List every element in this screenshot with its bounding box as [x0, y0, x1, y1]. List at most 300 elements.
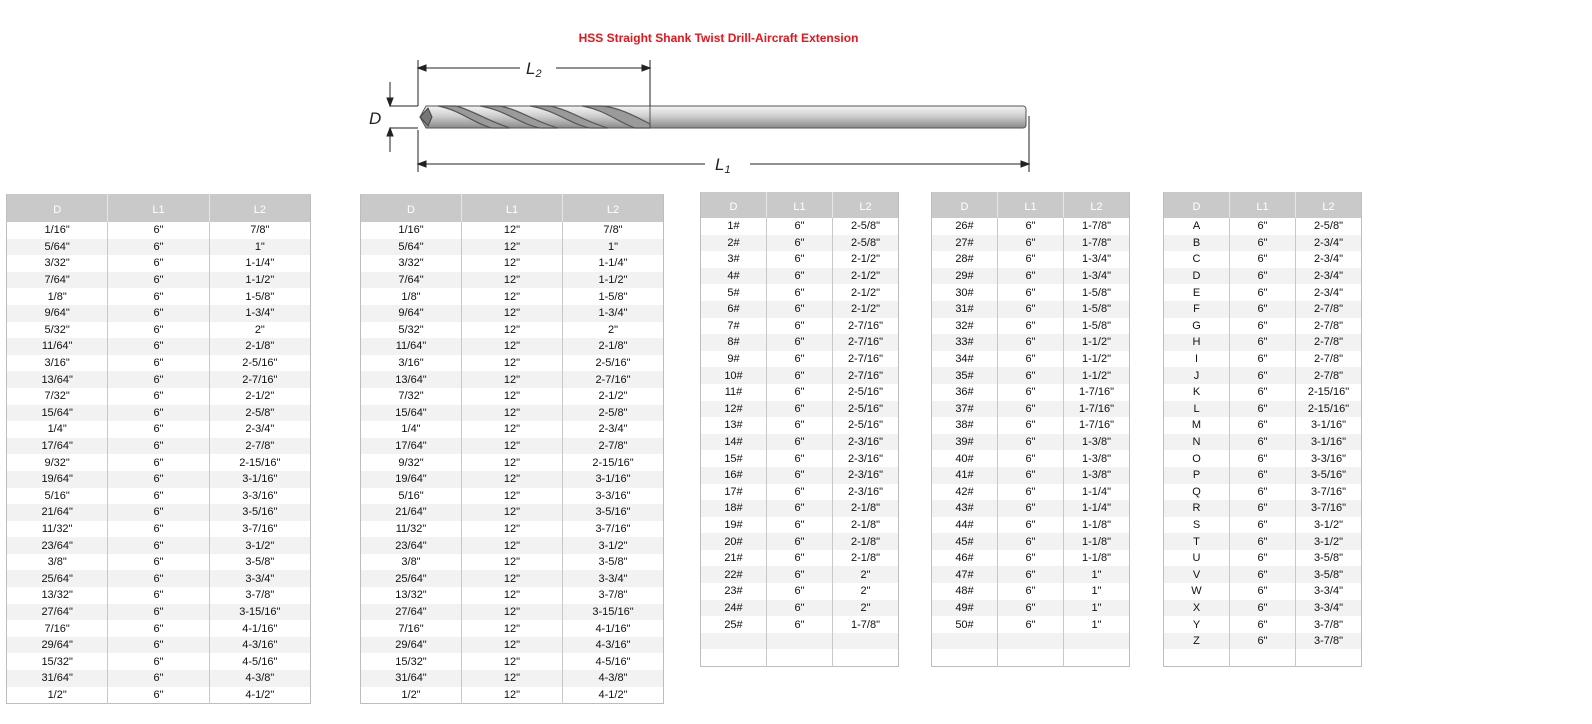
table-cell: 2-5/16" [833, 401, 899, 418]
table-cell: 1-1/2" [563, 272, 664, 289]
table-cell: 3-15/16" [563, 604, 664, 621]
table-cell: 1-1/2" [1082, 353, 1111, 366]
table-cell: 2-7/16" [833, 334, 899, 351]
table-cell: Q [1164, 484, 1230, 501]
table-cell: 5/16" [361, 488, 462, 505]
table-cell: 6" [998, 384, 1064, 401]
table-row [7, 670, 311, 687]
table-cell: 2-5/8" [1314, 220, 1343, 233]
spec-table-fractional-12in [360, 194, 664, 704]
table-cell [833, 649, 899, 666]
table-cell [701, 633, 767, 650]
table-cell: 17/64" [361, 438, 462, 455]
table-cell: 6" [998, 401, 1064, 418]
table-cell: 6" [998, 484, 1064, 501]
table-cell: 5/64" [7, 239, 108, 256]
table-cell: 6" [767, 500, 833, 517]
table-row [7, 355, 311, 372]
table-row [932, 251, 1130, 268]
table-row [7, 371, 311, 388]
table-cell: N [1164, 434, 1230, 451]
table-cell: 7/32" [7, 388, 108, 405]
table-cell: 6" [998, 235, 1064, 252]
table-cell: 3-1/16" [563, 471, 664, 488]
table-cell: 2-15/16" [239, 456, 281, 469]
table-cell: 6" [1230, 616, 1296, 633]
table-cell [1064, 633, 1130, 650]
table-cell: 2-7/8" [1314, 319, 1343, 332]
table-row [7, 604, 311, 621]
table-cell: 1-3/4" [1064, 268, 1130, 285]
table-row [932, 284, 1130, 301]
table-row [7, 504, 311, 521]
table-cell: 3-1/2" [1314, 518, 1343, 531]
table-cell: 3-3/4" [209, 570, 310, 587]
table-row [932, 318, 1130, 335]
table-cell: 12# [701, 401, 767, 418]
table-row [1164, 616, 1362, 633]
table-row [361, 421, 664, 438]
table-cell: 4-3/16" [563, 637, 664, 654]
table-row [1164, 566, 1362, 583]
table-row [7, 570, 311, 587]
column-header: L2 [209, 194, 310, 222]
table-row [1164, 367, 1362, 384]
table-cell: 6" [1230, 268, 1296, 285]
table-cell: 2-1/2" [851, 253, 880, 266]
table-cell: 7/64" [7, 272, 108, 289]
table-cell: 2-7/8" [1296, 367, 1362, 384]
table-cell: 6" [998, 367, 1064, 384]
table-cell: 3-3/16" [595, 489, 631, 502]
table-row [361, 438, 664, 455]
table-cell: 6" [108, 537, 209, 554]
table-cell: 6" [108, 620, 209, 637]
table-cell: 6" [767, 533, 833, 550]
table-cell: 1-3/8" [1064, 467, 1130, 484]
table-cell: 13/64" [7, 371, 108, 388]
table-cell: 3-3/16" [1310, 452, 1347, 465]
table-cell: 6" [767, 600, 833, 617]
table-cell: 28# [932, 251, 998, 268]
table-row [7, 471, 311, 488]
table-cell: 6" [108, 488, 209, 505]
column-header: L1 [1230, 192, 1296, 218]
table-row [1164, 318, 1362, 335]
table-cell: 1-7/16" [1064, 401, 1130, 418]
table-row [701, 566, 899, 583]
table-cell: 9# [701, 351, 767, 368]
table-cell: 1/2" [7, 687, 108, 704]
table-cell: 27/64" [361, 604, 462, 621]
table-cell: 9/32" [7, 454, 108, 471]
table-cell: 36# [932, 384, 998, 401]
table-cell: 3/8" [7, 554, 108, 571]
table-cell: 11/32" [361, 521, 462, 538]
table-cell: 6" [1230, 351, 1296, 368]
table-cell: 2-7/8" [209, 438, 310, 455]
table-cell: 6" [998, 284, 1064, 301]
table-cell: 2-7/16" [833, 367, 899, 384]
column-header: L1 [998, 192, 1064, 218]
table-cell: 2-1/2" [851, 286, 880, 299]
table-cell: 3-15/16" [209, 604, 310, 621]
table-row [361, 521, 664, 538]
table-cell: 6" [1230, 318, 1296, 335]
table-cell: 1-5/8" [1082, 286, 1111, 299]
table-cell: 6" [108, 421, 209, 438]
table-cell: 6" [767, 367, 833, 384]
table-row [701, 284, 899, 301]
table-cell: 19/64" [361, 471, 462, 488]
table-cell: X [1164, 600, 1230, 617]
column-header: L1 [108, 194, 209, 222]
table-cell: 6" [767, 616, 833, 633]
spec-table-number-26-50 [931, 192, 1130, 667]
table-cell: 2-1/2" [833, 268, 899, 285]
table-cell: W [1164, 583, 1230, 600]
table-cell: 2-5/8" [833, 235, 899, 252]
table-row [932, 616, 1130, 633]
table-cell: 6" [1230, 367, 1296, 384]
table-cell: 5/16" [7, 488, 108, 505]
table-cell [998, 649, 1064, 666]
table-cell: 3-1/16" [1296, 434, 1362, 451]
page-title: HSS Straight Shank Twist Drill-Aircraft Extension [578, 31, 859, 45]
table-cell: 3/32" [361, 255, 462, 272]
table-cell: 4-3/8" [563, 670, 664, 687]
table-cell: 9/64" [361, 305, 462, 322]
table-cell: 2-5/16" [595, 357, 631, 370]
table-cell: 3-5/8" [1296, 566, 1362, 583]
table-row [932, 484, 1130, 501]
table-cell: 15/32" [7, 653, 108, 670]
table-cell [932, 649, 998, 666]
table-row [361, 355, 664, 372]
table-cell: 6" [767, 467, 833, 484]
table-cell: 2-3/16" [847, 485, 884, 498]
table-cell: 6" [998, 566, 1064, 583]
table-cell: 31/64" [361, 670, 462, 687]
table-cell [1064, 649, 1130, 666]
table-row [932, 566, 1130, 583]
table-cell: 6" [998, 550, 1064, 567]
table-cell: 6" [767, 284, 833, 301]
table-row [932, 467, 1130, 484]
table-header-row [361, 194, 664, 222]
table-cell: 3-3/16" [242, 489, 278, 502]
table-cell: 1-7/8" [1082, 220, 1111, 233]
table-cell: 16# [701, 467, 767, 484]
table-row [361, 554, 664, 571]
table-row [361, 488, 664, 505]
table-header-row [932, 192, 1130, 218]
table-row [932, 649, 1130, 666]
table-cell: 2-7/8" [563, 438, 664, 455]
table-cell: 13/32" [7, 587, 108, 604]
table-cell: 14# [701, 434, 767, 451]
table-cell: 6" [108, 471, 209, 488]
table-cell: 1-1/4" [245, 257, 275, 270]
table-cell: 6" [108, 637, 209, 654]
table-cell: 5/64" [361, 239, 462, 256]
table-cell: 17/64" [7, 438, 108, 455]
column-header: D [701, 192, 767, 218]
table-cell: 6" [108, 305, 209, 322]
table-row [701, 301, 899, 318]
table-cell: 12" [462, 488, 563, 505]
table-cell: 1" [1091, 618, 1102, 631]
table-cell: 3-1/16" [1310, 419, 1347, 432]
table-cell: Z [1164, 633, 1230, 650]
table-row [932, 600, 1130, 617]
table-row [932, 384, 1130, 401]
table-row [1164, 301, 1362, 318]
table-row [1164, 467, 1362, 484]
table-cell: 7/8" [603, 224, 623, 237]
table-cell: 6" [998, 417, 1064, 434]
table-cell: 4-5/16" [595, 655, 631, 668]
table-row [1164, 401, 1362, 418]
table-cell: 12" [462, 687, 563, 704]
table-row [1164, 517, 1362, 534]
table-cell: 3-5/8" [598, 556, 628, 569]
table-row [932, 334, 1130, 351]
table-cell: 4# [701, 268, 767, 285]
table-row [7, 288, 311, 305]
table-row [7, 305, 311, 322]
table-cell: 3-3/4" [1314, 585, 1343, 598]
table-row [932, 500, 1130, 517]
table-cell: 6" [1230, 550, 1296, 567]
table-cell: 29# [932, 268, 998, 285]
table-cell: 2-1/2" [598, 390, 628, 403]
column-header: L1 [462, 194, 563, 222]
table-cell: 1-3/8" [1082, 452, 1111, 465]
table-cell: 13/32" [361, 587, 462, 604]
table-cell: 3/16" [7, 355, 108, 372]
table-cell: 2" [833, 566, 899, 583]
table-cell: 1-7/8" [851, 618, 880, 631]
table-row [1164, 351, 1362, 368]
table-cell: 12" [462, 222, 563, 239]
table-row [1164, 434, 1362, 451]
table-row [701, 318, 899, 335]
table-cell: 1-1/2" [1064, 367, 1130, 384]
table-row [1164, 218, 1362, 235]
table-cell: 2-1/8" [563, 338, 664, 355]
table-cell: 11/32" [7, 521, 108, 538]
table-cell: M [1164, 417, 1230, 434]
table-row [361, 222, 664, 239]
table-cell: 6" [767, 301, 833, 318]
table-cell: 6" [1230, 633, 1296, 650]
table-cell: 6" [767, 583, 833, 600]
table-row [1164, 334, 1362, 351]
table-row [932, 583, 1130, 600]
table-cell: 1-5/8" [245, 290, 275, 303]
table-cell: 35# [932, 367, 998, 384]
table-row [701, 649, 899, 666]
table-row [701, 251, 899, 268]
table-row [932, 434, 1130, 451]
table-cell: G [1164, 318, 1230, 335]
table-row [1164, 649, 1362, 666]
table-row [361, 454, 664, 471]
table-cell: 4-1/16" [595, 622, 631, 635]
table-cell: 1-1/2" [209, 272, 310, 289]
table-cell: Y [1164, 616, 1230, 633]
table-cell: 12" [462, 421, 563, 438]
table-cell: 12" [462, 355, 563, 372]
table-cell: 2-1/8" [209, 338, 310, 355]
column-header: D [7, 194, 108, 222]
table-cell: 12" [462, 587, 563, 604]
table-cell: 17# [701, 484, 767, 501]
table-cell: 2-7/8" [1296, 301, 1362, 318]
table-row [361, 637, 664, 654]
table-cell: 1-3/8" [1064, 434, 1130, 451]
table-cell: 3-7/16" [1310, 485, 1347, 498]
table-cell: 13/64" [361, 371, 462, 388]
table-cell: E [1164, 284, 1230, 301]
table-cell: 3-3/4" [1296, 600, 1362, 617]
table-cell: 50# [932, 616, 998, 633]
table-cell: 1-7/16" [1078, 386, 1115, 399]
table-cell: B [1164, 235, 1230, 252]
table-row [932, 417, 1130, 434]
table-cell: 6" [767, 384, 833, 401]
table-cell: 6" [108, 670, 209, 687]
table-cell: 6" [108, 388, 209, 405]
table-row [932, 235, 1130, 252]
table-cell: 1-1/8" [1064, 533, 1130, 550]
table-cell: 1-3/4" [563, 305, 664, 322]
table-row [701, 500, 899, 517]
spec-table-number-1-25 [700, 192, 899, 667]
table-cell: 2-5/16" [847, 386, 884, 399]
table-cell: 3-1/2" [1296, 533, 1362, 550]
table-cell: 1-1/8" [1082, 518, 1111, 531]
table-cell: 33# [932, 334, 998, 351]
table-cell: 12" [462, 405, 563, 422]
table-cell: 1" [1064, 566, 1130, 583]
table-cell: 1-7/16" [1078, 419, 1115, 432]
table-cell: 3-7/8" [1296, 633, 1362, 650]
column-header: D [1164, 192, 1230, 218]
table-cell: 2-3/4" [1296, 268, 1362, 285]
table-cell: 12" [462, 670, 563, 687]
table-row [701, 384, 899, 401]
spec-table-letter [1163, 192, 1362, 667]
table-cell: 3# [701, 251, 767, 268]
table-row [7, 421, 311, 438]
table-cell: 2-3/16" [847, 452, 884, 465]
table-cell: 27# [932, 235, 998, 252]
table-cell: T [1164, 533, 1230, 550]
table-row [932, 351, 1130, 368]
table-cell: 4-5/16" [242, 655, 278, 668]
table-cell: 1-3/4" [209, 305, 310, 322]
table-cell: 27/64" [7, 604, 108, 621]
table-cell [767, 649, 833, 666]
table-cell: 7/16" [7, 620, 108, 637]
table-cell: 6" [1230, 401, 1296, 418]
table-cell: 7/32" [361, 388, 462, 405]
table-cell: 37# [932, 401, 998, 418]
table-cell: 4-1/2" [245, 688, 275, 701]
table-cell: 2" [833, 600, 899, 617]
table-cell: 3/32" [7, 255, 108, 272]
table-cell: 3-7/16" [1296, 500, 1362, 517]
table-cell: 6" [108, 355, 209, 372]
table-row [361, 388, 664, 405]
table-row [1164, 484, 1362, 501]
table-cell: 23/64" [361, 537, 462, 554]
table-cell: 24# [701, 600, 767, 617]
table-cell: 6" [767, 566, 833, 583]
table-row [7, 405, 311, 422]
table-cell: 6" [1230, 218, 1296, 235]
table-row [7, 255, 311, 272]
table-cell: 1/8" [7, 288, 108, 305]
column-header: L2 [1064, 192, 1130, 218]
table-cell [1296, 649, 1362, 666]
table-cell: 6" [1230, 450, 1296, 467]
table-cell: 3-5/16" [209, 504, 310, 521]
table-cell [998, 633, 1064, 650]
table-cell: 6" [1230, 301, 1296, 318]
table-cell: 44# [932, 517, 998, 534]
table-cell: 2" [860, 585, 871, 598]
table-cell: 2-1/8" [833, 500, 899, 517]
table-cell: 21# [701, 550, 767, 567]
table-cell: 1" [563, 239, 664, 256]
table-row [932, 301, 1130, 318]
table-row [701, 600, 899, 617]
table-cell: 6" [108, 454, 209, 471]
table-cell: 1/16" [361, 222, 462, 239]
table-cell: 31/64" [7, 670, 108, 687]
table-cell: 6" [767, 318, 833, 335]
table-cell: 1" [1064, 600, 1130, 617]
table-cell: 2-3/4" [245, 423, 275, 436]
table-cell: 6" [108, 322, 209, 339]
table-cell: U [1164, 550, 1230, 567]
table-row [701, 235, 899, 252]
table-cell: 6" [1230, 334, 1296, 351]
table-cell: I [1164, 351, 1230, 368]
table-cell: 6" [998, 434, 1064, 451]
table-cell: 12" [462, 537, 563, 554]
table-cell: 6" [998, 218, 1064, 235]
table-cell: 6" [767, 235, 833, 252]
table-cell: 3/8" [361, 554, 462, 571]
table-cell: 2# [701, 235, 767, 252]
table-row [7, 322, 311, 339]
table-cell: 15# [701, 450, 767, 467]
table-row [932, 367, 1130, 384]
table-cell: 2-3/4" [1314, 253, 1343, 266]
table-cell: 31# [932, 301, 998, 318]
table-cell: 21/64" [7, 504, 108, 521]
table-row [7, 537, 311, 554]
table-cell: 2-5/8" [851, 220, 880, 233]
table-row [7, 388, 311, 405]
table-cell: 2-5/8" [209, 405, 310, 422]
table-cell: 7# [701, 318, 767, 335]
table-cell: 6" [1230, 500, 1296, 517]
